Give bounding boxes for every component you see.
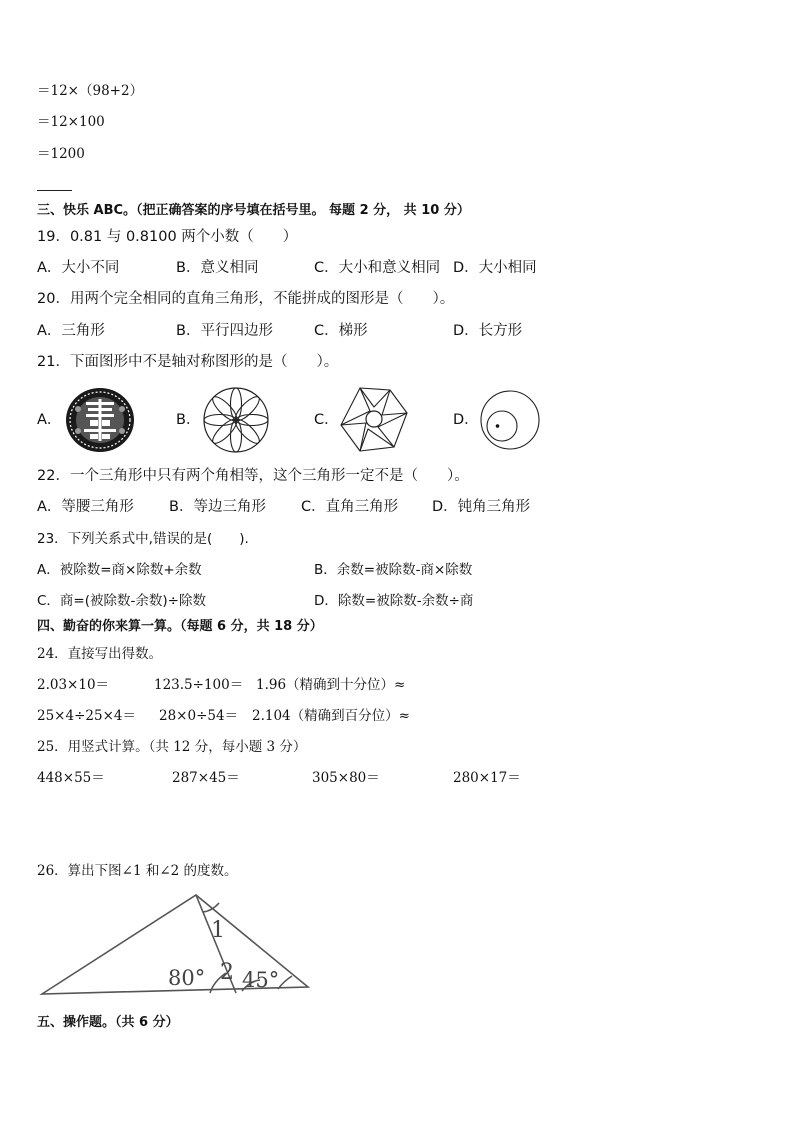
q24-item-4: 25×4÷25×4＝: [37, 708, 136, 724]
q22-option-d: D．钝角三角形: [432, 499, 531, 515]
calc-line-3: ＝1200: [37, 146, 85, 162]
q21-option-d: D．: [453, 412, 479, 428]
answer-underline: [37, 190, 72, 191]
q25-item-4: 280×17＝: [453, 770, 521, 786]
q21-stem: 21．下面图形中不是轴对称图形的是（ ）。: [37, 354, 339, 370]
q22-option-a: A．等腰三角形: [37, 499, 134, 515]
q23-stem: 23．下列关系式中,错误的是( ).: [37, 531, 249, 547]
q20-option-b: B．平行四边形: [176, 323, 273, 339]
double-happiness-seal-icon: [64, 387, 136, 453]
q22-stem: 22．一个三角形中只有两个角相等，这个三角形一定不是（ ）。: [37, 468, 469, 484]
q24-item-3: 1.96（精确到十分位）≈: [256, 677, 406, 693]
q20-option-a: A．三角形: [37, 323, 105, 339]
q24-item-2: 123.5÷100＝: [154, 677, 244, 693]
q24-stem: 24．直接写出得数。: [37, 646, 163, 662]
q25-stem: 25．用竖式计算。（共 12 分，每小题 3 分）: [37, 739, 307, 755]
q25-item-1: 448×55＝: [37, 770, 105, 786]
q20-option-c: C．梯形: [314, 323, 368, 339]
q24-item-1: 2.03×10＝: [37, 677, 110, 693]
triangle-angle-diagram: [40, 893, 312, 997]
q26-stem: 26．算出下图∠1 和∠2 的度数。: [37, 863, 238, 879]
q20-option-d: D．长方形: [453, 323, 523, 339]
angle-1-label: 1: [211, 918, 225, 943]
q24-item-5: 28×0÷54＝: [159, 708, 239, 724]
q21-option-c: C．: [314, 412, 339, 428]
calc-line-2: ＝12×100: [37, 114, 105, 130]
q20-stem: 20．用两个完全相同的直角三角形，不能拼成的图形是（ ）。: [37, 291, 455, 307]
q23-option-a: A．被除数=商×除数+余数: [37, 562, 202, 578]
section3-title: 三、快乐 ABC。（把正确答案的序号填在括号里。 每题 2 分， 共 10 分）: [37, 203, 470, 218]
angle-45-label: 45°: [242, 968, 280, 992]
q23-option-c: C．商=(被除数-余数)÷除数: [37, 593, 206, 609]
q21-option-b: B．: [176, 412, 201, 428]
q22-option-b: B．等边三角形: [169, 499, 266, 515]
angle-80-label: 80°: [168, 966, 206, 990]
q25-item-2: 287×45＝: [172, 770, 240, 786]
q19-stem: 19．0.81 与 0.8100 两个小数（ ）: [37, 229, 298, 245]
q19-option-a: A．大小不同: [37, 260, 120, 276]
q22-option-c: C．直角三角形: [301, 499, 399, 515]
q19-option-d: D．大小相同: [453, 260, 537, 276]
q23-option-b: B．余数=被除数-商×除数: [314, 562, 473, 578]
calc-line-1: ＝12×（98+2）: [37, 83, 144, 99]
q23-option-d: D．除数=被除数-余数÷商: [314, 593, 474, 609]
q24-item-6: 2.104（精确到百分位）≈: [252, 708, 410, 724]
nested-circles-icon: [480, 390, 540, 450]
q19-option-c: C．大小和意义相同: [314, 260, 441, 276]
q25-item-3: 305×80＝: [312, 770, 380, 786]
flower-circle-icon: [202, 386, 270, 454]
section5-title: 五、操作题。（共 6 分）: [37, 1015, 179, 1030]
section4-title: 四、勤奋的你来算一算。（每题 6 分，共 18 分）: [37, 619, 323, 634]
q21-option-a: A．: [37, 412, 62, 428]
q19-option-b: B．意义相同: [176, 260, 259, 276]
pinwheel-hexagon-icon: [338, 385, 410, 455]
angle-2-label: 2: [220, 960, 234, 985]
